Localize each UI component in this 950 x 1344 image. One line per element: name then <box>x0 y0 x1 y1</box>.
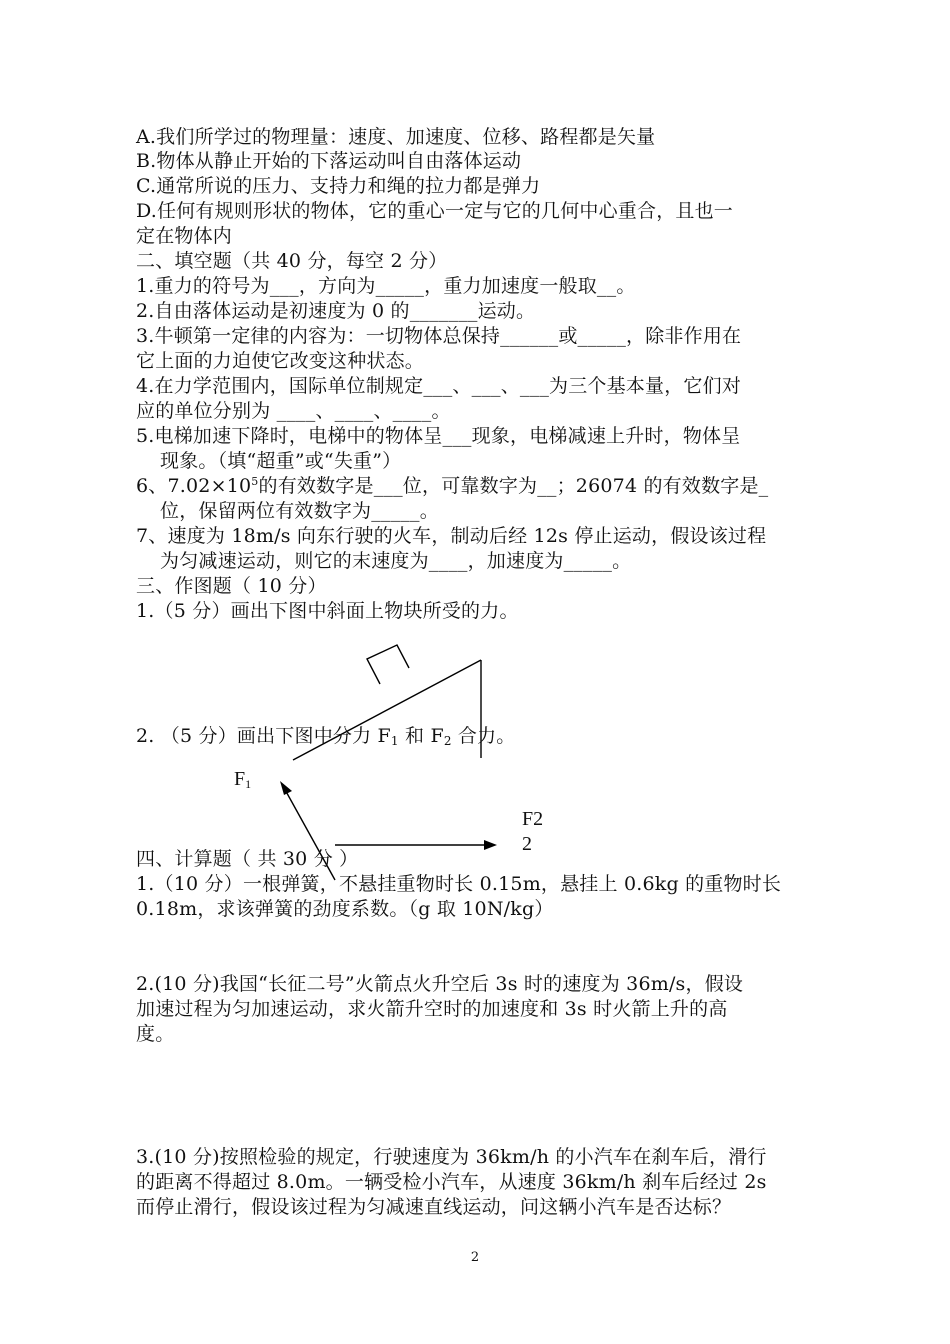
fill-q4: 4.在力学范围内，国际单位制规定___、___、___为三个基本量，它们对 <box>136 375 742 397</box>
fill-q5: 5.电梯加速下降时，电梯中的物体呈___现象，电梯减速上升时，物体呈 <box>136 425 741 447</box>
fill-q6-continued: 位，保留两位有效数字为_____。 <box>160 500 439 522</box>
drawing-q2-sub2: 2 <box>443 734 452 748</box>
force-f1-label <box>234 768 251 790</box>
option-c: C.通常所说的压力、支持力和绳的拉力都是弹力 <box>136 175 541 197</box>
force-f1-letter: F <box>234 768 246 790</box>
calc-q1-continued: 0.18m，求该弹簧的劲度系数。（g 取 10N/kg） <box>136 898 554 920</box>
fill-q6-exponent: 5 <box>251 475 259 488</box>
fill-q3: 3.牛顿第一定律的内容为：一切物体总保持______或_____，除非作用在 <box>136 325 742 347</box>
fill-q6 <box>136 474 826 499</box>
fill-q3-continued: 它上面的力迫使它改变这种状态。 <box>136 350 425 372</box>
fill-q2: 2.自由落体运动是初速度为 0 的_______运动。 <box>136 300 536 322</box>
drawing-q2 <box>136 724 826 749</box>
calc-q2-continued-2: 度。 <box>136 1023 175 1045</box>
force-f1-subscript: 1 <box>245 777 252 791</box>
fill-q7-continued: 为匀减速运动，则它的末速度为____，加速度为_____。 <box>160 550 632 572</box>
page-number: 2 <box>470 1250 480 1265</box>
fill-q6-part-a: 6、7.02×10 <box>136 475 252 497</box>
block-on-incline <box>367 645 409 684</box>
section-4-title: 四、计算题（ 共 30 分 ） <box>136 848 359 870</box>
calc-q3-continued: 的距离不得超过 8.0m。一辆受检小汽车，从速度 36km/h 刹车后经过 2s <box>136 1171 767 1193</box>
calc-q2: 2.(10 分)我国“长征二号”火箭点火升空后 3s 时的速度为 36m/s，假设 <box>136 973 744 995</box>
force-f2-extra: 2 <box>522 833 532 855</box>
drawing-q1: 1.（5 分）画出下图中斜面上物块所受的力。 <box>136 600 519 622</box>
option-d: D.任何有规则形状的物体，它的重心一定与它的几何中心重合，且也一 <box>136 200 733 222</box>
section-3-title: 三、作图题（ 10 分） <box>136 575 327 597</box>
force-f2-label: F2 <box>522 808 544 830</box>
drawing-q2-part-a: 2. （5 分）画出下图中分力 F <box>136 725 391 747</box>
fill-q7: 7、速度为 18m/s 向东行驶的火车，制动后经 12s 停止运动，假设该过程 <box>136 525 767 547</box>
option-b: B.物体从静止开始的下落运动叫自由落体运动 <box>136 150 522 172</box>
calc-q3: 3.(10 分)按照检验的规定，行驶速度为 36km/h 的小汽车在刹车后，滑行 <box>136 1146 767 1168</box>
section-2-title: 二、填空题（共 40 分，每空 2 分） <box>136 250 448 272</box>
fill-q6-part-b: 的有效数字是___位，可靠数字为__；26074 的有效数字是_ <box>258 475 769 497</box>
calc-q3-continued-2: 而停止滑行，假设该过程为匀减速直线运动，问这辆小汽车是否达标？ <box>136 1196 732 1218</box>
drawing-q2-sub1: 1 <box>390 734 399 748</box>
option-a: A.我们所学过的物理量：速度、加速度、位移、路程都是矢量 <box>136 126 656 148</box>
fill-q4-continued: 应的单位分别为 ____、____、____。 <box>136 400 451 422</box>
drawing-q2-part-c: 合力。 <box>451 725 516 747</box>
fill-q5-continued: 现象。（填“超重”或“失重”） <box>160 450 402 472</box>
calc-q1: 1.（10 分）一根弹簧，不悬挂重物时长 0.15m，悬挂上 0.6kg 的重物时长 <box>136 873 782 895</box>
drawing-q2-part-b: 和 F <box>398 725 444 747</box>
calc-q2-continued: 加速过程为匀加速运动，求火箭升空时的加速度和 3s 时火箭上升的高 <box>136 998 728 1020</box>
option-d-continued: 定在物体内 <box>136 225 233 247</box>
fill-q1: 1.重力的符号为___，方向为_____，重力加速度一般取__。 <box>136 275 636 297</box>
